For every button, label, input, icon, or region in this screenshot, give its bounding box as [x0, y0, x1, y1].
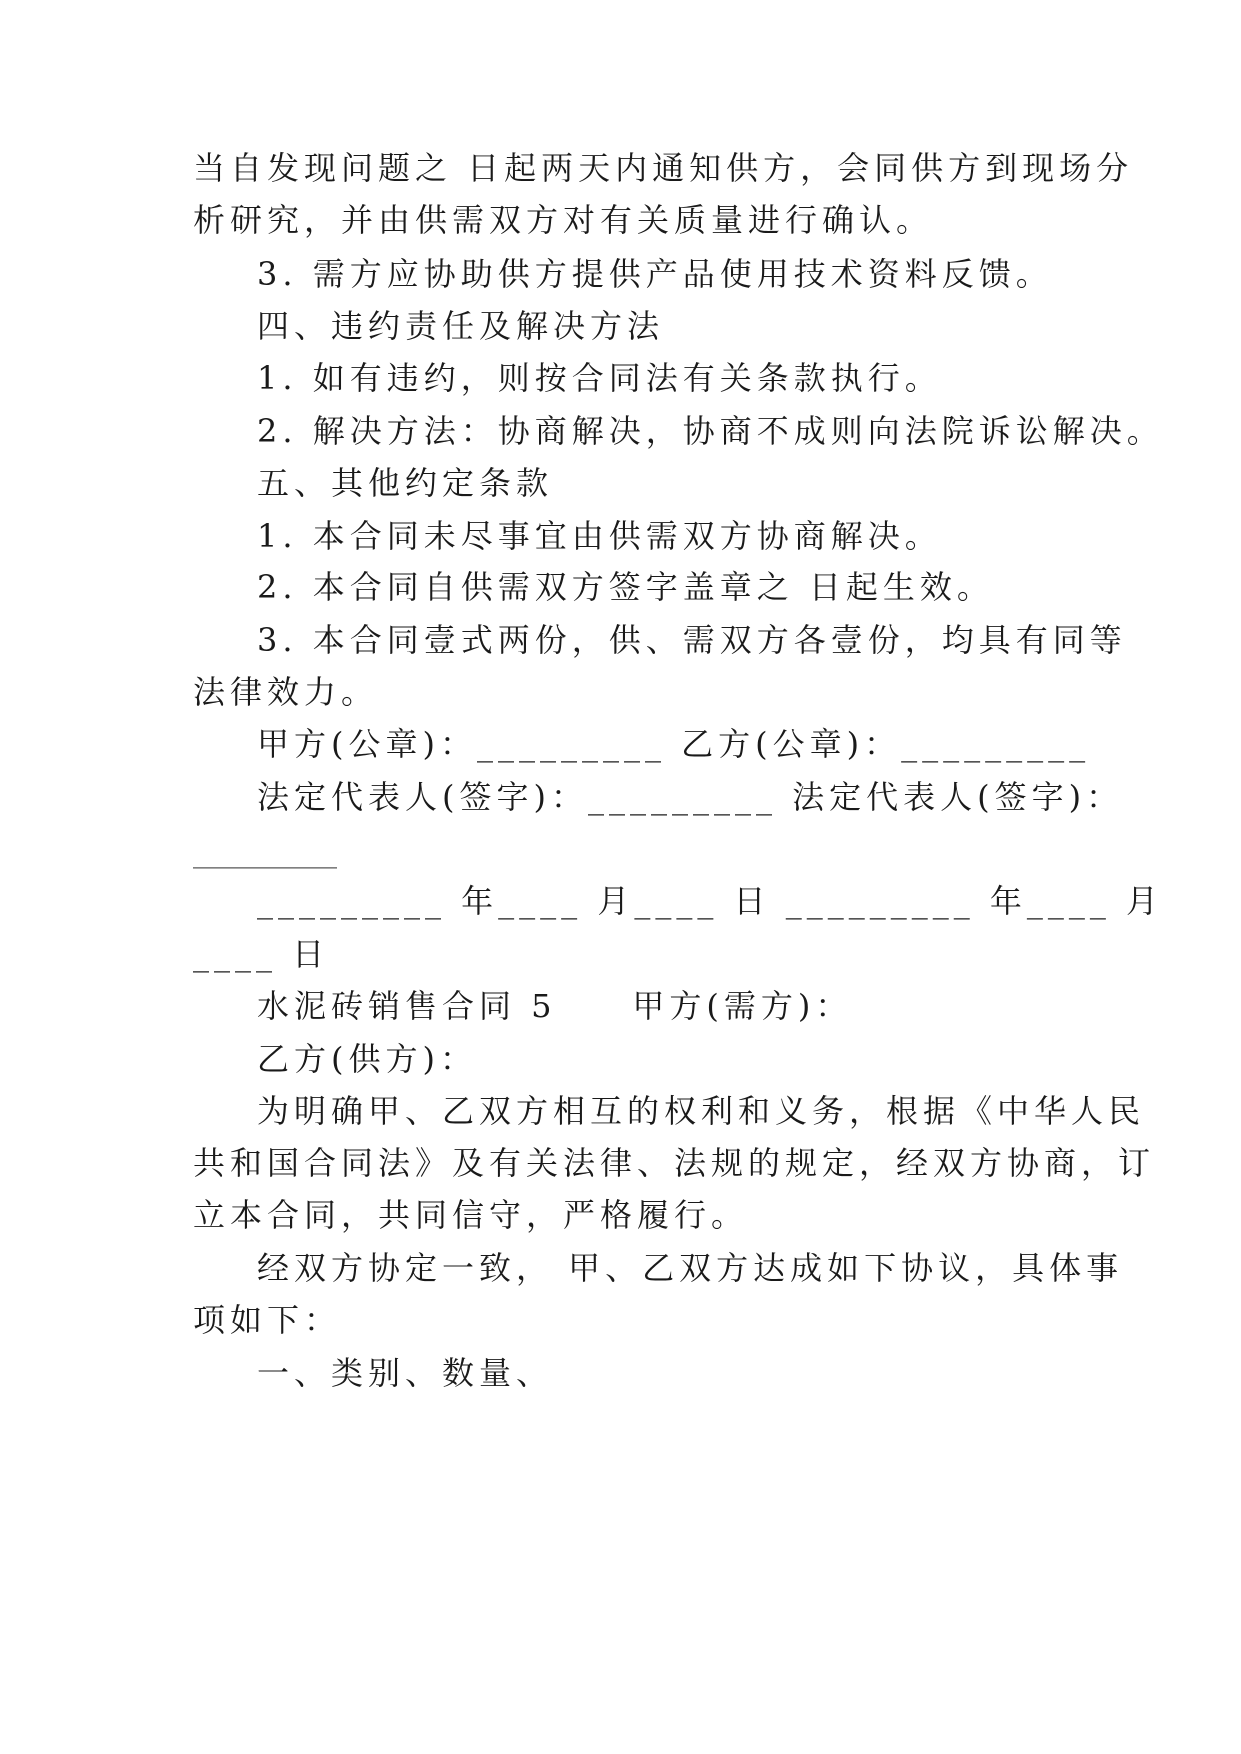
section-heading: 五、其他约定条款 [257, 464, 554, 502]
clause-line: 1. 如有违约，则按合同法有关条款执行。 [257, 359, 942, 397]
clause-line: 2. 本合同自供需双方签字盖章之 日起生效。 [257, 568, 994, 606]
clause-line: 3. 需方应协助供方提供产品使用技术资料反馈。 [257, 255, 1053, 293]
clause-line: 3. 本合同壹式两份，供、需双方各壹份，均具有同等 [257, 621, 1127, 659]
section-heading: 四、违约责任及解决方法 [257, 307, 665, 345]
contract-title-line: 水泥砖销售合同 5 甲方(需方)： [257, 987, 853, 1025]
paragraph-line: 项如下： [193, 1301, 342, 1339]
signature-blank: _________ [193, 831, 337, 869]
paragraph-line: 析研究，并由供需双方对有关质量进行确认。 [193, 201, 934, 239]
paragraph-line: 为明确甲、乙双方相互的权利和义务，根据《中华人民 [257, 1092, 1146, 1130]
paragraph-line: 经双方协定一致， 甲、乙双方达成如下协议，具体事 [257, 1249, 1124, 1287]
party-line: 乙方(供方)： [257, 1040, 477, 1078]
signature-line-representative: 法定代表人(签字)：_________ 法定代表人(签字)： [257, 778, 1124, 816]
paragraph-line: 当自发现问题之 日起两天内通知供方，会同供方到现场分 [193, 149, 1134, 187]
date-line: _________ 年____ 月____ 日 _________ 年____ 月 [257, 882, 1164, 920]
date-line-continued: ____ 日 [193, 935, 330, 973]
signature-line-party: 甲方(公章)：_________ 乙方(公章)：_________ [257, 725, 1091, 763]
section-heading: 一、类别、数量、 [257, 1354, 554, 1392]
paragraph-line: 立本合同，共同信守，严格履行。 [193, 1196, 749, 1234]
clause-line: 1. 本合同未尽事宜由供需双方协商解决。 [257, 517, 942, 555]
paragraph-line: 法律效力。 [193, 673, 379, 711]
paragraph-line: 共和国合同法》及有关法律、法规的规定，经双方协商，订 [193, 1144, 1156, 1182]
clause-line: 2. 解决方法：协商解决，协商不成则向法院诉讼解决。 [257, 412, 1164, 450]
